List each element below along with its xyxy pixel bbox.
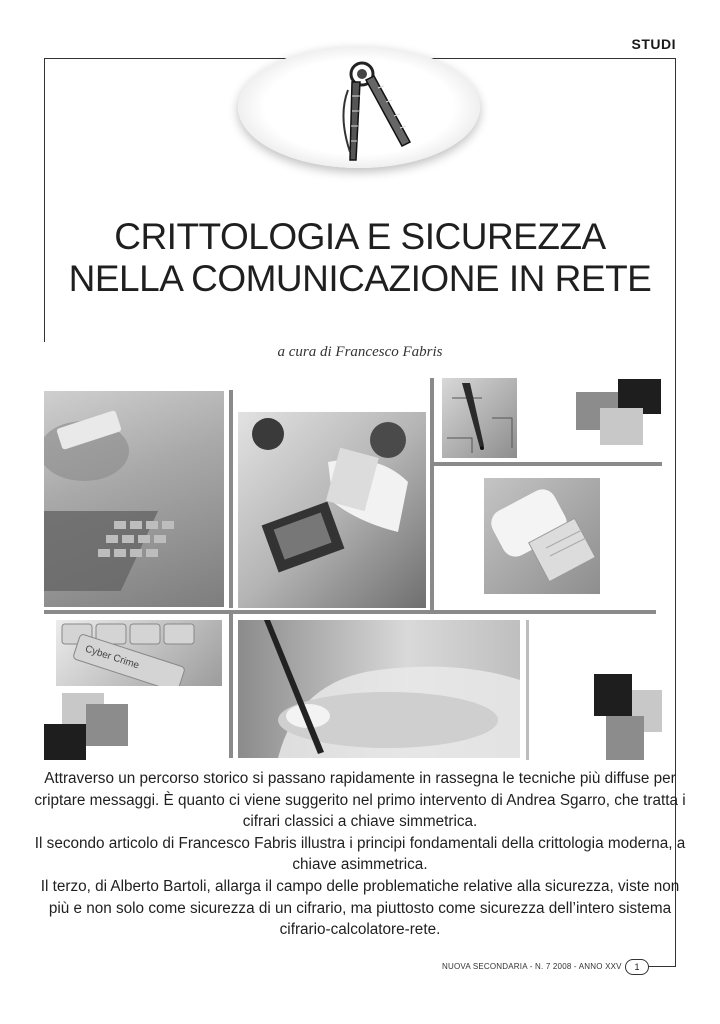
deco-square-light xyxy=(600,408,643,445)
deco-square-dark xyxy=(594,674,632,716)
intro-paragraph-2: Il secondo articolo di Francesco Fabris illustra i principi fondamentali della crittologia moderna, a chiave asimmetrica. xyxy=(34,834,686,874)
byline: a cura di Francesco Fabris xyxy=(277,344,443,360)
collage-divider-vertical-2 xyxy=(430,378,434,614)
article-title-line1: CRITTOLOGIA E SICUREZZA xyxy=(114,216,606,257)
keyboard-label: Cyber Crime xyxy=(83,643,141,672)
photo-cyber-crime-keyboard xyxy=(56,620,222,686)
page-number: 1 xyxy=(625,959,649,975)
collage-divider-vertical-1 xyxy=(229,390,233,608)
photo-card-keyboard xyxy=(44,391,224,607)
footer-publication: NUOVA SECONDARIA - N. 7 2008 - ANNO XXV xyxy=(442,962,626,971)
collage-divider-horizontal-1 xyxy=(434,462,662,466)
photo-card-reader xyxy=(484,478,600,594)
intro-paragraph xyxy=(34,768,686,941)
photo-hand-writing xyxy=(238,620,520,758)
article-title-line2: NELLA COMUNICAZIONE IN RETE xyxy=(68,258,652,299)
collage-divider-vertical-4 xyxy=(526,620,529,760)
intro-paragraph-3: Il terzo, di Alberto Bartoli, allarga il campo delle problematiche relative alla sicurezza, viste non più e non solo come sicurezza di un cifrario, ma piuttosto come sicurezza dell’intero sistema cifrario-calcolatore-rete. xyxy=(40,877,680,939)
deco-square-mid xyxy=(606,716,644,760)
deco-square-dark xyxy=(44,724,86,760)
deco-square-mid xyxy=(86,704,128,746)
collage-divider-horizontal-2 xyxy=(44,610,656,614)
compass-logo-icon xyxy=(330,56,416,164)
collage-divider-vertical-3 xyxy=(229,614,233,758)
photo-pen-circuit xyxy=(442,378,517,458)
intro-paragraph-1: Attraverso un percorso storico si passano rapidamente in rassegna le tecniche più diffuse per criptare messaggi. È quanto ci viene suggerito nel primo intervento di Andrea Sgarro, che tratta i cifrari classici a chiave simmetrica. xyxy=(34,770,686,831)
section-label: STUDI xyxy=(631,36,676,52)
photo-meeting-desk xyxy=(238,412,426,608)
